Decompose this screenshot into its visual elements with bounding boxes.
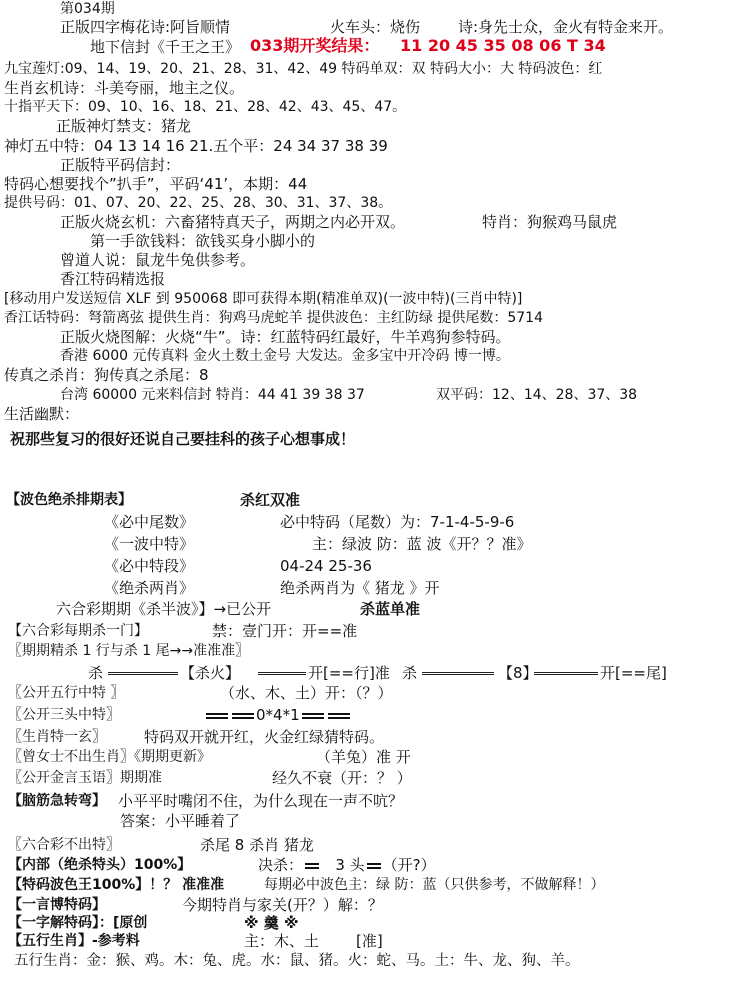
result-label: 033期开奖结果：	[250, 36, 380, 55]
tail-label: 《必中尾数》	[104, 513, 195, 531]
double-flat-line: 双平码：12、14、28、37、38	[436, 387, 638, 403]
kill-eight: 【8】	[498, 664, 538, 682]
wave-king-label: 【特码波色王100%】！？ 准准准	[8, 877, 225, 893]
yizi-label: 【一字解特码】：[原创	[8, 915, 148, 931]
divider	[258, 672, 306, 675]
fire-diagram-line: 正版火烧图解：火烧“牛”。诗：红蓝特码红最好，牛羊鸡狗参特码。	[60, 328, 511, 346]
lotus-lamp-line: 九宝莲灯:09、14、19、20、21、28、31、42、49 特码单双：双 特码大小：大 特码波色：红	[4, 61, 603, 77]
kill-door-label: 【六合彩每期杀一门】	[8, 623, 148, 639]
underground-envelope: 地下信封《千王之王》	[90, 38, 241, 56]
wuxing-value: （水、木、土）开：（？）	[220, 684, 393, 702]
notout-label: 〖六合彩不出特〗	[8, 837, 120, 853]
kill-blue-label: 杀蓝单准	[360, 600, 421, 618]
line-tail-label: 〖期期精杀 1 行与杀 1 尾→→准准准〗	[8, 643, 250, 659]
zodiac-poem-line: 生肖玄机诗：斗美夸丽，地主之仪。	[4, 79, 245, 97]
zeng-value: （羊兔）准 开	[316, 748, 411, 766]
fire-mystery-line: 正版火烧玄机：六畜猪特真天子，两期之内必开双。	[60, 213, 406, 231]
riddle-answer: 答案：小平睡着了	[120, 812, 241, 830]
jinyan-label: 〖公开金言玉语〗期期准	[8, 770, 162, 786]
ten-fingers-line: 十指平天下：09、10、16、18、21、28、42、43、45、47。	[4, 99, 407, 115]
pickpocket-line: 特码心想要找个”扒手”，平码‘41’，本期：44	[4, 175, 308, 193]
wave-value: 主：绿波 防：蓝 波《开？？准》	[312, 535, 532, 553]
divider	[108, 672, 178, 675]
yixuan-value: 特码双开就开红，火金红绿猜特码。	[144, 728, 385, 746]
bar-mark	[232, 713, 254, 719]
open-row: 开[==行]准	[308, 664, 390, 682]
bar-mark	[302, 713, 324, 719]
wuxing-label: 〖公开五行中特 〗	[8, 685, 125, 701]
jinyan-value: 经久不衰（开：？ ）	[272, 769, 412, 787]
sanshou-value-wrap	[204, 706, 352, 724]
sanshou-value: 0*4*1	[256, 706, 300, 724]
hk-fax-line: 香港 6000 元传真料 金火土数土金号 大发达。金多宝中开冷码 博一博。	[60, 348, 510, 364]
inner-label: 【内部（绝杀特头）100%】	[8, 857, 192, 873]
five-value: 主：木、土	[244, 932, 320, 950]
open-tail: 开[==尾]	[600, 664, 667, 682]
xiangjiang-line: 香江话特码：弩箭离弦 提供生肖：狗鸡马虎蛇羊 提供波色：主红防绿 提供尾数：5714	[4, 310, 543, 326]
inner-value: 决杀：	[258, 856, 304, 874]
first-hand-line: 第一手欲钱料：欲钱买身小脚小的	[90, 232, 316, 250]
riddle-label: 【脑筋急转弯】	[8, 793, 106, 809]
kill-two-value: 绝杀两肖为《 猪龙 》开	[280, 579, 440, 597]
hongkong-report-title: 香江特码精选报	[60, 270, 166, 288]
humor-label: 生活幽默：	[4, 405, 80, 423]
lamp-five-line: 神灯五中特：04 13 14 16 21.五个平：24 34 37 38 39	[4, 137, 388, 155]
poem-title: 正版四字梅花诗:阿旨顺情	[60, 18, 231, 36]
bar-mark	[206, 713, 228, 719]
sanshou-label: 〖公开三头中特〗	[8, 707, 120, 723]
five-label: 【五行生肖】-参考料	[8, 933, 140, 949]
inner-value-3: （开?）	[382, 856, 436, 874]
kill-fire: 【杀火】	[180, 664, 241, 682]
segment-value: 04-24 25-36	[280, 557, 372, 575]
yiyan-label: 【一言博特码】	[8, 897, 106, 913]
kill-a: 杀	[88, 664, 104, 682]
bar-mark	[328, 713, 350, 719]
forbidden-line: 正版神灯禁支：猪龙	[56, 117, 192, 135]
wave-table-title: 【波色绝杀排期表】	[6, 492, 132, 508]
taiwan-line: 台湾 60000 元来料信封 特肖：44 41 39 38 37	[60, 387, 365, 403]
segment-label: 《必中特段》	[104, 557, 195, 575]
result-numbers: 11 20 45 35 08 06 T 34	[400, 36, 606, 55]
envelope-title: 正版特平码信封：	[60, 156, 181, 174]
issue-number: 第034期	[60, 1, 115, 17]
yiyan-value: 今期特肖与家关(开？）解：？	[182, 896, 383, 914]
notout-value: 杀尾 8 杀肖 猪龙	[200, 836, 314, 854]
bar-mark	[367, 863, 381, 869]
five-elements-zodiac-line: 五行生肖：金：猴、鸡。木：兔、虎。水：鼠、猪。火：蛇、马。土：牛、龙、狗、羊。	[14, 953, 580, 969]
fire-head: 火车头：烧伤	[330, 18, 421, 36]
yizi-value: ※ 羹 ※	[244, 914, 299, 932]
kill-b: 杀	[402, 664, 418, 682]
riddle-question: 小平平时嘴闭不住，为什么现在一声不吭？	[118, 792, 404, 810]
provided-numbers-line: 提供号码：01、07、20、22、25、28、30、31、37、38。	[4, 195, 393, 211]
bar-mark	[305, 863, 319, 869]
zeng-says-line: 曾道人说：鼠龙牛兔供参考。	[60, 251, 256, 269]
half-wave-line: 六合彩期期《杀半波》】→已公开	[56, 600, 272, 618]
inner-value-2: 3 头	[335, 856, 365, 874]
divider	[534, 672, 598, 675]
wave-king-value: 每期必中波色主：绿 防：蓝（只供参考，不做解释！）	[264, 877, 605, 893]
kill-red-label: 杀红双准	[240, 491, 301, 509]
special-zodiac-line: 特肖：狗猴鸡马鼠虎	[482, 213, 618, 231]
slogan: 祝那些复习的很好还说自己要挂科的孩子心想事成！	[10, 430, 356, 448]
wave-label: 《一波中特》	[104, 535, 195, 553]
inner-value-wrap	[258, 856, 436, 874]
yixuan-label: 〖生肖特一玄〗	[8, 729, 106, 745]
sms-promo-line: [移动用户发送短信 XLF 到 950068 即可获得本期(精准单双)(一波中特)(三肖中特)]	[4, 291, 523, 307]
kill-door-value: 禁：壹门开：开==准	[212, 622, 358, 640]
zeng-label: 〖曾女士不出生肖〗《期期更新》	[8, 749, 211, 765]
poem-line: 诗:身先士众，金火有特金来开。	[458, 18, 674, 36]
five-tail: [准]	[356, 932, 383, 950]
tail-value: 必中特码（尾数）为：7-1-4-5-9-6	[280, 513, 515, 531]
kill-two-label: 《绝杀两肖》	[104, 579, 195, 597]
divider	[422, 672, 494, 675]
fax-kill-line: 传真之杀肖：狗传真之杀尾：8	[4, 366, 209, 384]
